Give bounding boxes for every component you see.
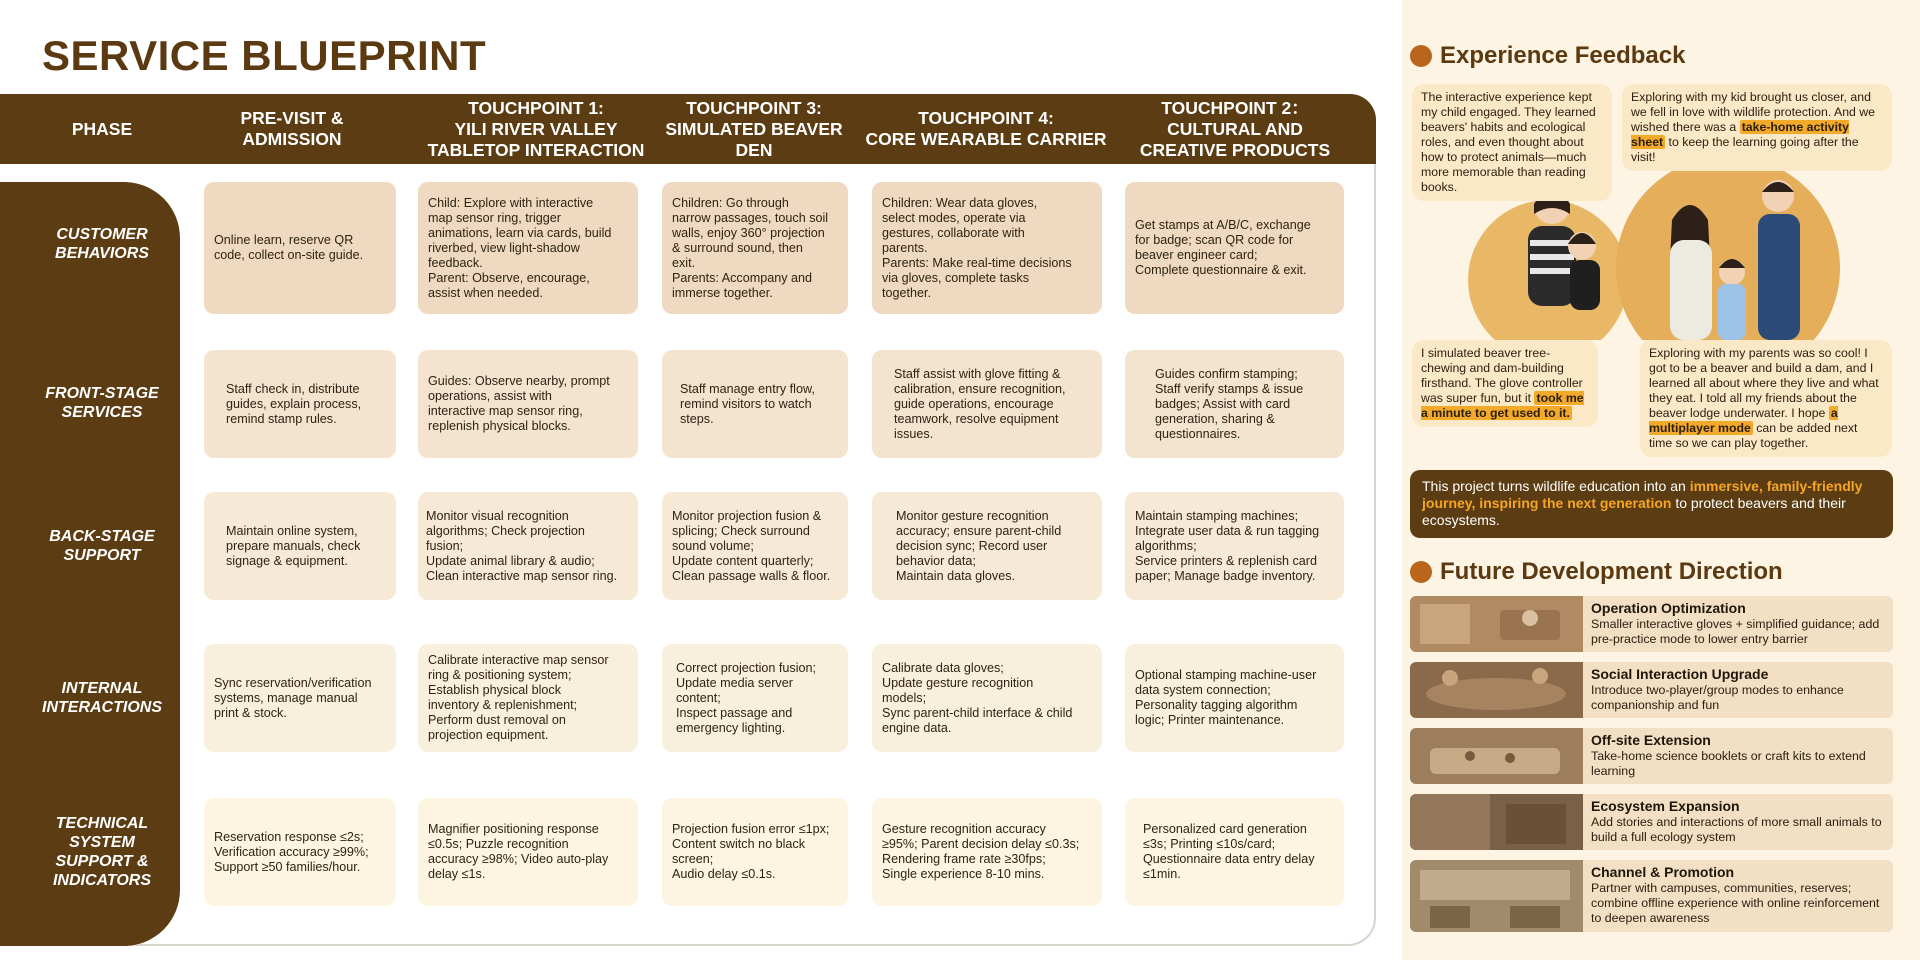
blueprint-cell: Projection fusion error ≤1px; Content switch no black screen; Audio delay ≤0.1s. [662,798,848,906]
blueprint-cell: Gesture recognition accuracy ≥95%; Parent decision delay ≤0.3s; Rendering frame rate ≥30fps; Single experience 8-10 mins. [872,798,1102,906]
blueprint-cell: Personalized card generation ≤3s; Printing ≤10s/card; Questionnaire data entry delay ≤1min. [1125,798,1344,906]
quote-highlight: take-home activity sheet [1631,120,1849,149]
row-label-back-stage-support: BACK-STAGE SUPPORT [49,528,155,564]
feedback-quote-parent: The interactive experience kept my child engaged. They learned beavers' habits and ecological roles, and even thought about how to protect animals—much more memorable than reading books. [1412,84,1612,201]
future-item-title: Social Interaction Upgrade [1591,666,1769,682]
quote-highlight: took me a minute to get used to it. [1421,391,1584,420]
blueprint-cell: Online learn, reserve QR code, collect on-site guide. [204,182,396,314]
quote-highlight: a multiplayer mode [1649,406,1838,435]
blueprint-cell: Optional stamping machine-user data system connection; Personality tagging algorithm logic; Printer maintenance. [1125,644,1344,752]
phase-header-bar [0,94,1376,164]
future-item-title: Ecosystem Expansion [1591,798,1740,814]
blueprint-cell: Monitor gesture recognition accuracy; ensure parent-child decision sync; Record user behavior data; Maintain data gloves. [872,492,1102,600]
blueprint-cell: Children: Wear data gloves, select modes, operate via gestures, collaborate with parents. Parents: Make real-time decisions via gloves, complete tasks together. [872,182,1102,314]
blueprint-cell: Magnifier positioning response ≤0.5s; Puzzle recognition accuracy ≥98%; Video auto-play delay ≤1s. [418,798,638,906]
phase-touchpoint-1-header: TOUCHPOINT 1: YILI RIVER VALLEY TABLETOP INTERACTION [427,97,645,160]
phase-pre-visit-header: PRE-VISIT & ADMISSION [240,108,344,149]
operation-photo-thumbnail [1410,596,1583,652]
summary-text: This project turns wildlife education into an [1422,478,1690,494]
row-label-customer-behaviors: CUSTOMER BEHAVIORS [55,226,149,262]
blueprint-cell: Calibrate data gloves; Update gesture recognition models; Sync parent-child interface & child engine data. [872,644,1102,752]
blueprint-cell: Staff check in, distribute guides, explain process, remind stamp rules. [204,350,396,458]
feedback-quote-child [1640,340,1892,457]
feedback-quote-family [1622,84,1892,171]
blueprint-cell: Reservation response ≤2s; Verification accuracy ≥99%; Support ≥50 families/hour. [204,798,396,906]
blueprint-cell: Correct projection fusion; Update media server content; Inspect passage and emergency lighting. [662,644,848,752]
phase-touchpoint-4-header: TOUCHPOINT 4: CORE WEARABLE CARRIER [865,108,1107,149]
experience-feedback-heading [1410,42,1685,70]
project-summary-box [1410,470,1893,538]
feedback-quote-glove [1412,340,1598,427]
quote-text: I simulated beaver tree-chewing and dam-building firsthand. The glove controller was super fun, but it [1421,346,1583,405]
blueprint-cell: Calibrate interactive map sensor ring & positioning system; Establish physical block inventory & replenishment; Perform dust removal on projection equipment. [418,644,638,752]
phase-column-header: PHASE [71,118,133,139]
future-item-description: Smaller interactive gloves + simplified guidance; add pre-practice mode to lower entry barrier [1591,617,1880,646]
quote-text: Exploring with my kid brought us closer, and we fell in love with wildlife protection. And we wished there was a [1631,90,1876,134]
ecosystem-photo-thumbnail [1410,794,1583,850]
blueprint-cell: Guides confirm stamping; Staff verify stamps & issue badges; Assist with card generation, sharing & questionnaires. [1125,350,1344,458]
quote-text: can be added next time so we can play together. [1649,421,1858,450]
page-title: SERVICE BLUEPRINT [42,32,487,79]
phase-touchpoint-2-header: TOUCHPOINT 2： CULTURAL AND CREATIVE PRODUCTS [1139,97,1331,160]
future-item-social-interaction-upgrade [1410,662,1893,718]
future-item-off-site-extension [1410,728,1893,784]
quote-text: Exploring with my parents was so cool! I got to be a beaver and build a dam, and I learned all about where they live and what they eat. I told all my friends about the beaver lodge underwater. I hope [1649,346,1879,420]
future-development-heading [1410,558,1783,586]
social-photo-thumbnail [1410,662,1583,718]
future-development-title: Future Development Direction [1440,558,1783,585]
phase-touchpoint-3-header: TOUCHPOINT 3: SIMULATED BEAVER DEN [665,97,843,160]
blueprint-cell: Maintain stamping machines; Integrate user data & run tagging algorithms; Service printers & replenish card paper; Manage badge inventory. [1125,492,1344,600]
future-item-channel-promotion [1410,860,1893,932]
quote-text: to keep the learning going after the visit! [1631,135,1859,164]
future-item-description: Add stories and interactions of more small animals to build a full ecology system [1591,815,1882,844]
row-label-technical-system-support: TECHNICAL SYSTEM SUPPORT & INDICATORS [52,815,152,889]
future-item-title: Off-site Extension [1591,732,1711,748]
future-item-description: Take-home science booklets or craft kits to extend learning [1591,749,1866,778]
blueprint-cell: Child: Explore with interactive map sensor ring, trigger animations, learn via cards, build riverbed, view light-shadow feedback. Parent: Observe, encourage, assist when needed. [418,182,638,314]
future-item-title: Channel & Promotion [1591,864,1735,880]
blueprint-cell: Staff assist with glove fitting & calibration, ensure recognition, guide operations, encourage teamwork, resolve equipment issues. [872,350,1102,458]
future-item-ecosystem-expansion [1410,794,1893,850]
future-item-operation-optimization [1410,596,1893,652]
blueprint-cell: Sync reservation/verification systems, manage manual print & stock. [204,644,396,752]
blueprint-cell: Guides: Observe nearby, prompt operations, assist with interactive map sensor ring, replenish physical blocks. [418,350,638,458]
row-label-internal-interactions: INTERNAL INTERACTIONS [42,680,162,716]
blueprint-cell: Monitor visual recognition algorithms; Check projection fusion; Update animal library & audio; Clean interactive map sensor ring. [418,492,638,600]
blueprint-cell: Children: Go through narrow passages, touch soil walls, enjoy 360° projection & surround sound, then exit. Parents: Accompany and immerse together. [662,182,848,314]
future-item-title: Operation Optimization [1591,600,1746,616]
woman-child-figure [1528,188,1600,310]
blueprint-cell: Staff manage entry flow, remind visitors to watch steps. [662,350,848,458]
summary-text: to protect beavers and their ecosystems. [1422,495,1846,528]
blueprint-cell: Get stamps at A/B/C, exchange for badge; scan QR code for beaver engineer card; Complete questionnaire & exit. [1125,182,1344,314]
bullet-dot-icon [1410,561,1432,583]
summary-highlight: immersive, family-friendly journey, inspiring the next generation [1422,478,1863,511]
off-site-photo-thumbnail [1410,728,1583,784]
blueprint-cell: Monitor projection fusion & splicing; Check surround sound volume; Update content quarterly; Clean passage walls & floor. [662,492,848,600]
blueprint-cell: Maintain online system, prepare manuals, check signage & equipment. [204,492,396,600]
future-item-description: Partner with campuses, communities, reserves; combine offline experience with online reinforcement to deepen awareness [1591,881,1880,925]
experience-feedback-title: Experience Feedback [1440,42,1686,69]
bullet-dot-icon [1410,45,1432,67]
row-label-front-stage-services: FRONT-STAGE SERVICES [45,385,159,421]
channel-photo-thumbnail [1410,860,1583,932]
future-item-description: Introduce two-player/group modes to enhance companionship and fun [1591,683,1844,712]
